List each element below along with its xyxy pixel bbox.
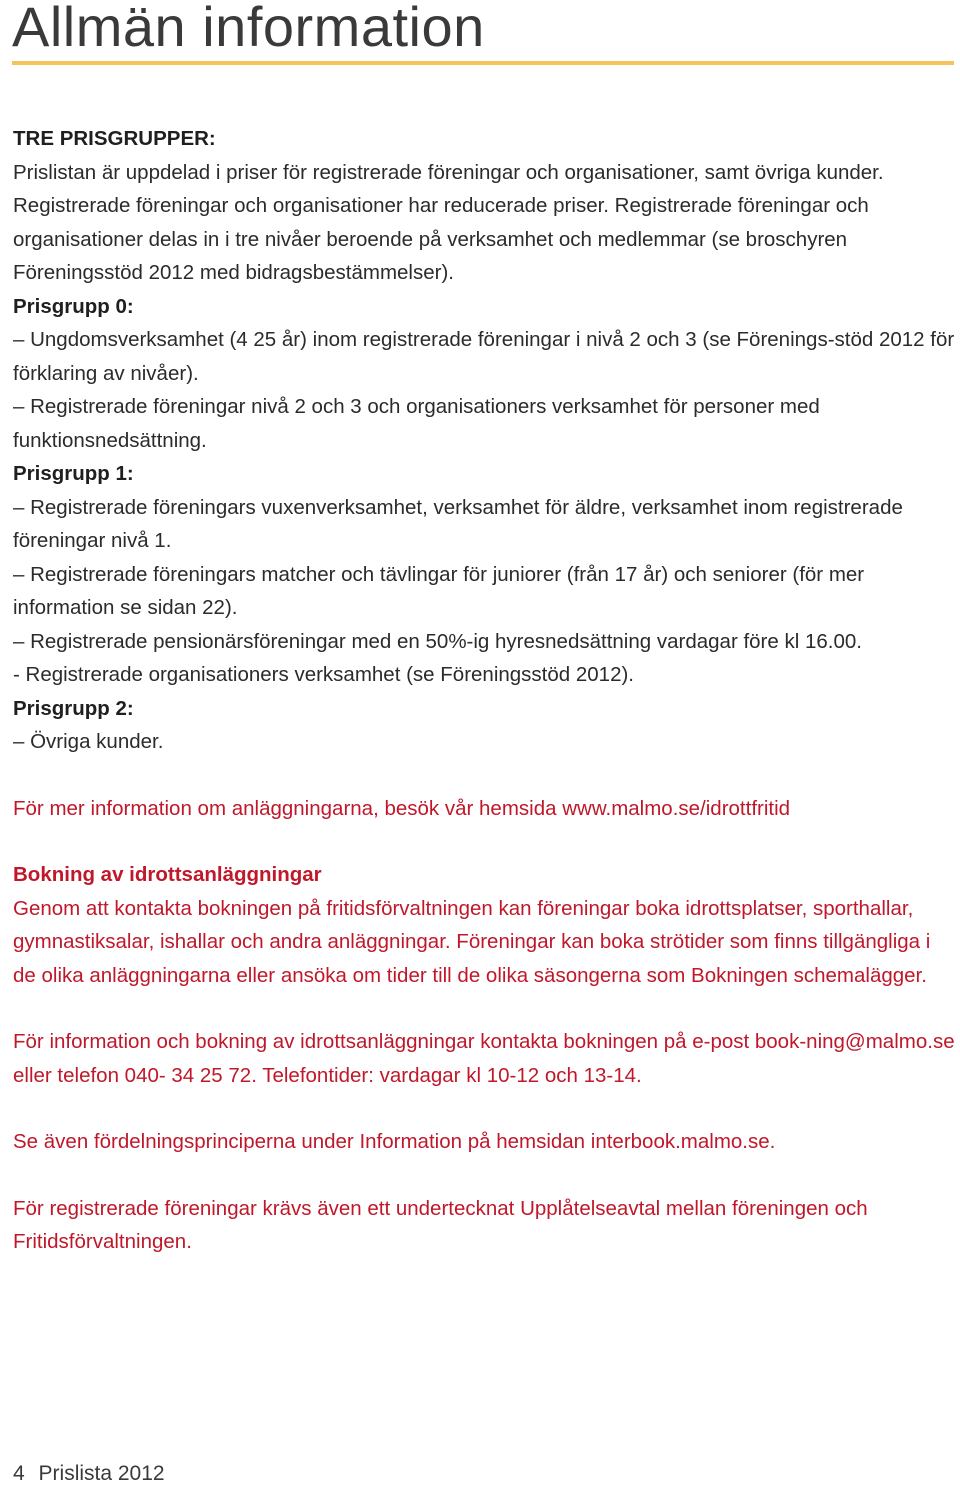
bokning-paragraph: Genom att kontakta bokningen på fritidsförvaltningen kan föreningar boka idrottsplatser, sporthallar, gymnastiksalar, ishallar och andra anläggningar. Föreningar kan boka strötider som finns tillgängliga i de olika anläggningarna eller ansöka om tider till de olika säsongerna som Bokningen schemalägger. <box>13 896 931 987</box>
spacer <box>13 992 955 1025</box>
title-divider <box>12 61 954 65</box>
page-number: 4 <box>13 1462 25 1485</box>
spacer <box>13 825 955 858</box>
bokning-heading: Bokning av idrottsanläggningar <box>13 863 322 886</box>
footer-label: Prislista 2012 <box>38 1462 165 1485</box>
prisgrupp-0-item: – Ungdomsverksamhet (4 25 år) inom registrerade föreningar i nivå 2 och 3 (se Förenings-stöd 2012 för förklaring av nivåer). <box>13 328 960 385</box>
prisgrupp-2-heading: Prisgrupp 2: <box>13 696 134 720</box>
intro-paragraph: Prislistan är uppdelad i priser för registrerade föreningar och organisationer, samt övriga kunder. Registrerade föreningar och organisationer har reducerade priser. Registrerade föreningar och organisationer delas in i tre nivåer beroende på verksamhet och medlemmar (se broschyren Föreningsstöd 2012 med bidragsbestämmelser). <box>13 160 884 284</box>
spacer <box>13 1092 955 1125</box>
prisgrupp-1-item: – Registrerade pensionärsföreningar med en 50%-ig hyresnedsättning vardagar före kl 16.00. <box>13 629 862 653</box>
prisgrupp-0-item: – Registrerade föreningar nivå 2 och 3 och organisationers verksamhet för personer med funktionsnedsättning. <box>13 395 826 452</box>
bokning-principles-paragraph: Se även fördelningsprinciperna under Information på hemsidan interbook.malmo.se. <box>13 1130 776 1153</box>
page-title: Allmän information <box>12 0 485 58</box>
bokning-agreement-paragraph: För registrerade föreningar krävs även ett undertecknat Upplåtelseavtal mellan föreningen och Fritidsförvaltningen. <box>13 1196 868 1253</box>
prisgrupp-1-heading: Prisgrupp 1: <box>13 462 134 485</box>
prisgrupp-1-item: - Registrerade organisationers verksamhet (se Föreningsstöd 2012). <box>13 663 634 686</box>
spacer <box>13 1159 955 1192</box>
section-heading-prisgrupper: TRE PRISGRUPPER: <box>13 127 216 150</box>
spacer <box>13 759 955 792</box>
prisgrupp-2-item: – Övriga kunder. <box>13 730 164 753</box>
page-footer <box>13 1462 165 1486</box>
bokning-contact-paragraph: För information och bokning av idrottsanläggningar kontakta bokningen på e-post book-ning@malmo.se eller telefon 040- 34 25 72. Telefontider: vardagar kl 10-12 och 13-14. <box>13 1030 955 1087</box>
prisgrupp-1-item: – Registrerade föreningars matcher och tävlingar för juniorer (från 17 år) och seniorer (för mer information se sidan 22). <box>13 562 870 619</box>
main-content <box>13 122 960 1259</box>
prisgrupp-0-heading: Prisgrupp 0: <box>13 294 134 318</box>
prisgrupp-1-item: – Registrerade föreningars vuxenverksamhet, verksamhet för äldre, verksamhet inom registrerade föreningar nivå 1. <box>13 495 909 552</box>
more-info-link-text: För mer information om anläggningarna, besök vår hemsida www.malmo.se/idrottfritid <box>13 796 791 820</box>
